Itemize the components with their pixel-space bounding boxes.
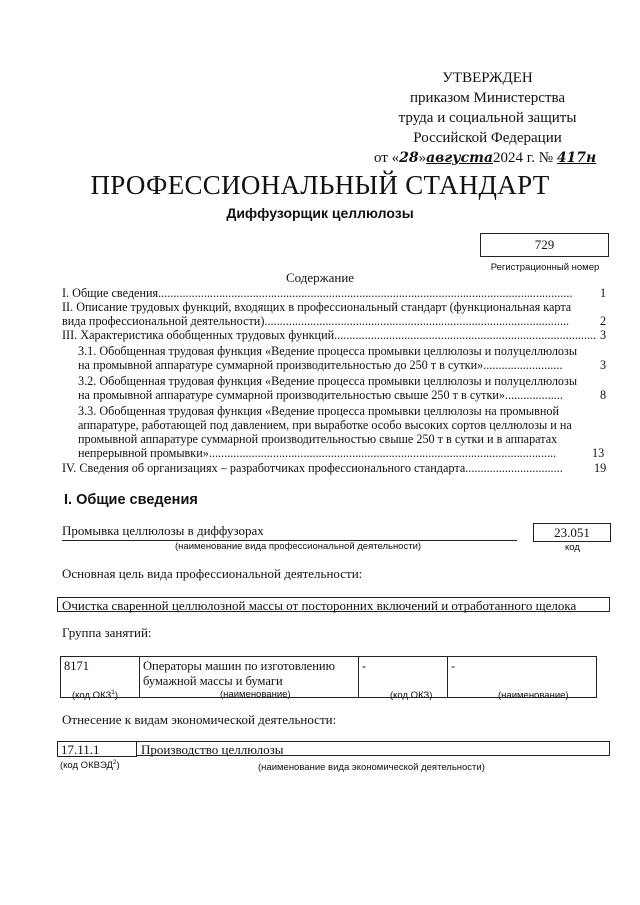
activity-name-label: (наименование вида профессиональной деятельности) [175, 541, 422, 552]
date-mid: » [418, 150, 427, 166]
toc-title: Содержание [285, 270, 355, 285]
order-number: 417н [556, 150, 597, 166]
group-label: Группа занятий: [62, 625, 152, 640]
toc-page-2: 2 [600, 314, 607, 328]
toc-item-2-cont: вида профессиональной деятельности).................................................................................................... [62, 314, 570, 328]
activity-code-label: код [565, 542, 580, 553]
okved-name-label: (наименование вида экономической деятельности) [258, 762, 485, 773]
toc-item-3-1[interactable]: 3.1. Обобщенная трудовая функция «Ведение процесса промывки целлюлозы и полуцеллюлозы [78, 344, 578, 358]
toc-item-1[interactable]: I. Общие сведения........................................................................................................................................ [62, 286, 573, 300]
activity-name-field [62, 523, 517, 541]
okz-code-label-1: (код ОКЗ$^1$) [72, 689, 119, 702]
toc-page-4: 19 [594, 461, 607, 475]
okz-name-label-1: (наименование) [220, 689, 291, 700]
occupation-name-1: Операторы машин по изготовлению бумажной массы и бумаги [140, 657, 359, 698]
okz-name-label-2: (наименование) [498, 690, 569, 701]
date-year: 2024 г. № [493, 150, 554, 166]
toc-item-3-3-cont2: промывной аппаратуре суммарной производительностью свыше 250 т в сутки и в аппаратах [78, 432, 558, 446]
occupation-code-1: 8171 [61, 657, 140, 698]
document-title: ПРОФЕССИОНАЛЬНЫЙ СТАНДАРТ [90, 170, 550, 200]
occupation-code-2: - [359, 657, 448, 698]
toc-item-4[interactable]: IV. Сведения об организациях – разработчиках профессионального стандарта................................ [62, 461, 563, 475]
approval-line-4: Российской Федерации [413, 130, 562, 146]
okved-name-box: Производство целлюлозы [137, 741, 610, 756]
okz-code-label-2: (код ОКЗ) [390, 690, 433, 701]
toc-item-2[interactable]: II. Описание трудовых функций, входящих в профессиональный стандарт (функциональная карта [62, 300, 572, 314]
date-month: августа [426, 150, 494, 166]
registration-number-box: 729 [480, 233, 609, 257]
toc-page-3-3: 13 [592, 446, 605, 460]
occupation-name-2: - [448, 657, 597, 698]
date-prefix: от « [374, 150, 400, 166]
approval-line-2: приказом Министерства [409, 90, 566, 106]
approval-block [374, 68, 597, 168]
toc-page-3-1: 3 [600, 358, 607, 372]
activity-name: Промывка целлюлозы в диффузорах [62, 523, 264, 538]
document-subtitle: Диффузорщик целлюлозы [226, 205, 414, 221]
okved-code-box: 17.11.1 [57, 741, 137, 757]
goal-box: Очистка сваренной целлюлозной массы от посторонних включений и отработанного щелока [57, 597, 610, 612]
toc-item-3-2[interactable]: 3.2. Обобщенная трудовая функция «Ведение процесса промывки целлюлозы и полуцеллюлозы [78, 374, 578, 388]
goal-label: Основная цель вида профессиональной деятельности: [62, 566, 363, 581]
toc-item-3[interactable]: III. Характеристика обобщенных трудовых функций...................................................................................... [62, 328, 597, 342]
toc-item-3-3-cont3: непрерывной промывки».................................................................................................................. [78, 446, 557, 460]
toc-page-3: 3 [600, 328, 607, 342]
toc-page-3-2: 8 [600, 388, 607, 402]
activity-code-box: 23.051 [533, 523, 611, 542]
approval-date [374, 148, 595, 168]
registration-number-label: Регистрационный номер [490, 262, 600, 273]
toc-item-3-2-cont: на промывной аппаратуре суммарной производительностью свыше 250 т в сутки»................... [78, 388, 563, 402]
section-heading: I. Общие сведения [64, 492, 198, 508]
toc-page-1: 1 [600, 286, 607, 300]
econ-activity-label: Отнесение к видам экономической деятельности: [62, 712, 337, 727]
toc-item-3-3-cont1: аппаратуре, работающей под давлением, при выработке особо высоких сортов целлюлозы и на [78, 418, 572, 432]
toc-item-3-3[interactable]: 3.3. Обобщенная трудовая функция «Ведение процесса промывки целлюлозы на промывной [78, 404, 559, 418]
date-day: 28 [399, 150, 419, 166]
approval-title: УТВЕРЖДЕН [442, 70, 533, 86]
toc-item-3-1-cont: на промывной аппаратуре суммарной производительностью до 250 т в сутки».......................... [78, 358, 563, 372]
okved-code-label: (код ОКВЭД$^2$) [60, 759, 120, 772]
approval-line-3: труда и социальной защиты [398, 110, 577, 126]
